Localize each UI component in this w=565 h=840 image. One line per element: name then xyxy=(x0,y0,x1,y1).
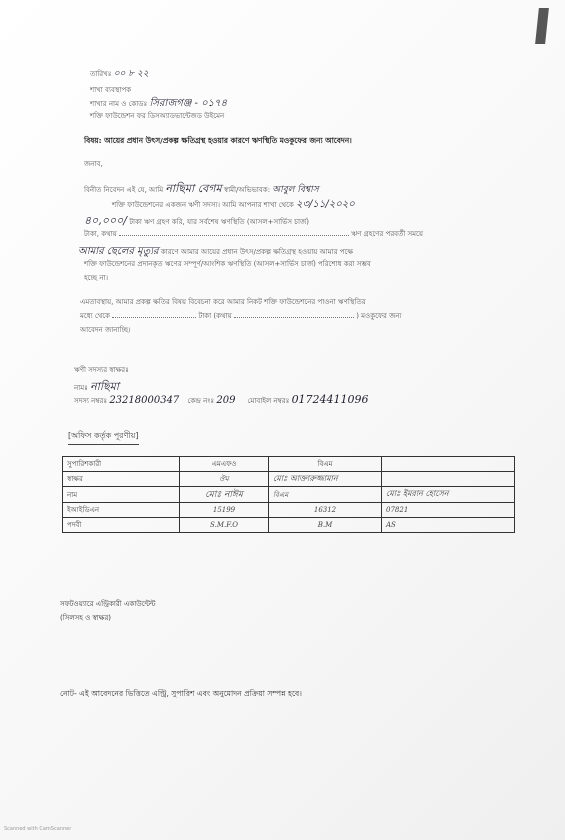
office-table xyxy=(62,456,515,533)
bm-name: বিএম xyxy=(269,487,382,503)
body-p3: শক্তি ফাউন্ডেশনের প্রদানকৃত ঋণের সম্পূর্ণ/আংশিক ঋণস্থিতি (আসল+সার্ভিস চার্জ) পরিশোধ করা সম্ভব xyxy=(84,260,371,268)
mfo-designation: S.M.F.O xyxy=(180,518,269,533)
center-label: কেন্দ্র নংঃ xyxy=(187,397,215,405)
body-p6-c: ) মওকুফের জন্য xyxy=(356,312,402,320)
row-label-eidn: ইআইডিএন xyxy=(63,503,180,518)
body-p6-b: টাকা (কথায় xyxy=(198,312,232,320)
name-label: নামঃ xyxy=(74,384,88,392)
extra-designation: AS xyxy=(382,518,515,533)
table-row xyxy=(63,518,515,533)
table-row xyxy=(63,472,515,487)
recipient: শাখা ব্যবস্থাপক xyxy=(90,86,132,94)
branch-value: সিরাজগঞ্জ - ০১৭৪ xyxy=(149,98,228,109)
subject-line: বিষয়: আয়ের প্রধান উৎস/প্রকল্প ক্ষতিগ্রস্থ হওয়ার কারণে ঋণস্থিতি মওকুফের জন্য আবেদন। xyxy=(84,136,352,145)
date-value: ০০ ৮ ২২ xyxy=(113,69,149,79)
extra-name: মোঃ ইমরান হোসেন xyxy=(382,487,515,503)
office-section-heading: [অফিস কর্তৃক পূরণীয়] xyxy=(68,430,139,443)
reason-value: আমার ছেলের মৃত্যুর xyxy=(78,246,159,257)
page-edge-shadow xyxy=(535,8,549,44)
header-bm: বিএম xyxy=(269,457,382,472)
bm-eidn: 16312 xyxy=(269,503,382,518)
bm-signature: মোঃ আক্তারুজ্জামান xyxy=(269,472,382,487)
waiver-words-blank xyxy=(234,317,354,318)
body-p1-e: টাকা, কথায় xyxy=(84,230,117,238)
mobile-label: মোবাইল নম্বরঃ xyxy=(247,397,290,405)
row-label-designation: পদবী xyxy=(63,518,180,533)
extra-signature xyxy=(382,472,515,487)
header-mfo: এমএফও xyxy=(180,457,269,472)
row-label-signature: স্বাক্ষর xyxy=(63,472,180,487)
table-row xyxy=(63,503,515,518)
table-row xyxy=(63,487,515,503)
date-line xyxy=(90,66,149,81)
body-p5: এমতাবস্থায়, আমার প্রকল্প ক্ষতির বিষয় বিবেচনা করে আমার নিকট শক্তি ফাউন্ডেশনের পাওনা ঋণস্থিতির xyxy=(80,298,366,306)
organization-name: শক্তি ফাউন্ডেশন ফর ডিসঅ্যাডভান্টেজড উইমেন xyxy=(90,112,225,120)
header-recommender: সুপারিশকারী xyxy=(63,457,180,472)
extra-eidn: 07821 xyxy=(382,503,515,518)
body-line-7 xyxy=(80,310,402,322)
member-label: সদস্য নম্বরঃ xyxy=(74,397,108,405)
mfo-name: মোঃ নাঈম xyxy=(180,487,269,503)
center-number: 209 xyxy=(216,395,236,406)
body-line-4 xyxy=(84,228,423,240)
body-p7: আবেদন জানাচ্ছি। xyxy=(80,326,131,334)
loan-amount: ৪০,০০০/ xyxy=(84,214,127,227)
mfo-signature: ঔম xyxy=(180,472,269,487)
body-p1-d: টাকা ঋণ গ্রহণ করি, যার সর্বশেষ ঋণস্থিতি (আসল+সার্ভিস চার্জ) xyxy=(129,218,309,226)
amount-words-blank xyxy=(119,235,349,236)
body-p2: কারণে আমার আয়ের প্রধান উৎস/প্রকল্প ক্ষতিগ্রস্থ হওয়ায় আমার পক্ষে xyxy=(160,248,354,256)
borrower-name: নাছিমা বেগম xyxy=(165,182,222,195)
bm-designation: B.M xyxy=(269,518,382,533)
mfo-eidn: 15199 xyxy=(180,503,269,518)
body-p1-a: বিনীত নিবেদন এই যে, আমি xyxy=(84,186,164,194)
mobile-number: 01724411096 xyxy=(291,393,369,406)
loan-date: ২৩/১১/২০২০ xyxy=(296,199,355,210)
member-number: 23218000347 xyxy=(109,395,180,406)
body-p4: হচ্ছে না। xyxy=(84,274,109,282)
header-extra xyxy=(382,457,515,472)
body-p6-a: মধ্যে থেকে xyxy=(80,312,110,320)
guardian-value: আবুল বিশ্বাস xyxy=(272,185,319,195)
body-p1-c: শক্তি ফাউন্ডেশনের একজন ঋণী সদস্য। আমি আপনার শাখা থেকে xyxy=(112,201,294,209)
borrower-name-signature: নাছিমা xyxy=(90,380,119,393)
footer-note: নোট- এই আবেদনের ভিত্তিতে এন্ট্রি, সুপারিশ এবং অনুমোদন প্রক্রিয়া সম্পন্ন হবে। xyxy=(60,689,302,698)
body-p1-f: ঋণ গ্রহণের পরবর্তী সময়ে xyxy=(351,230,423,238)
branch-label: শাখার নাম ও কোডঃ xyxy=(90,100,148,108)
accountant-line: সফটওয়্যারে এন্ট্রিকারী একাউন্টেন্ট xyxy=(60,600,156,608)
scanner-watermark: Scanned with CamScanner xyxy=(4,826,72,832)
accountant-sub: (সিলসহ ও স্বাক্ষর) xyxy=(60,614,112,622)
member-info-line xyxy=(74,393,369,407)
office-table-header xyxy=(63,457,515,472)
date-label: তারিখঃ xyxy=(90,70,112,78)
waiver-amount-blank xyxy=(112,317,196,318)
salutation: জনাব, xyxy=(84,160,103,168)
body-p1-b: স্বামী/অভিভাবক: xyxy=(223,186,271,194)
row-label-name: নাম xyxy=(63,487,180,503)
borrower-signature-label: ঋণী সদস্যর স্বাক্ষরঃ xyxy=(74,366,129,374)
